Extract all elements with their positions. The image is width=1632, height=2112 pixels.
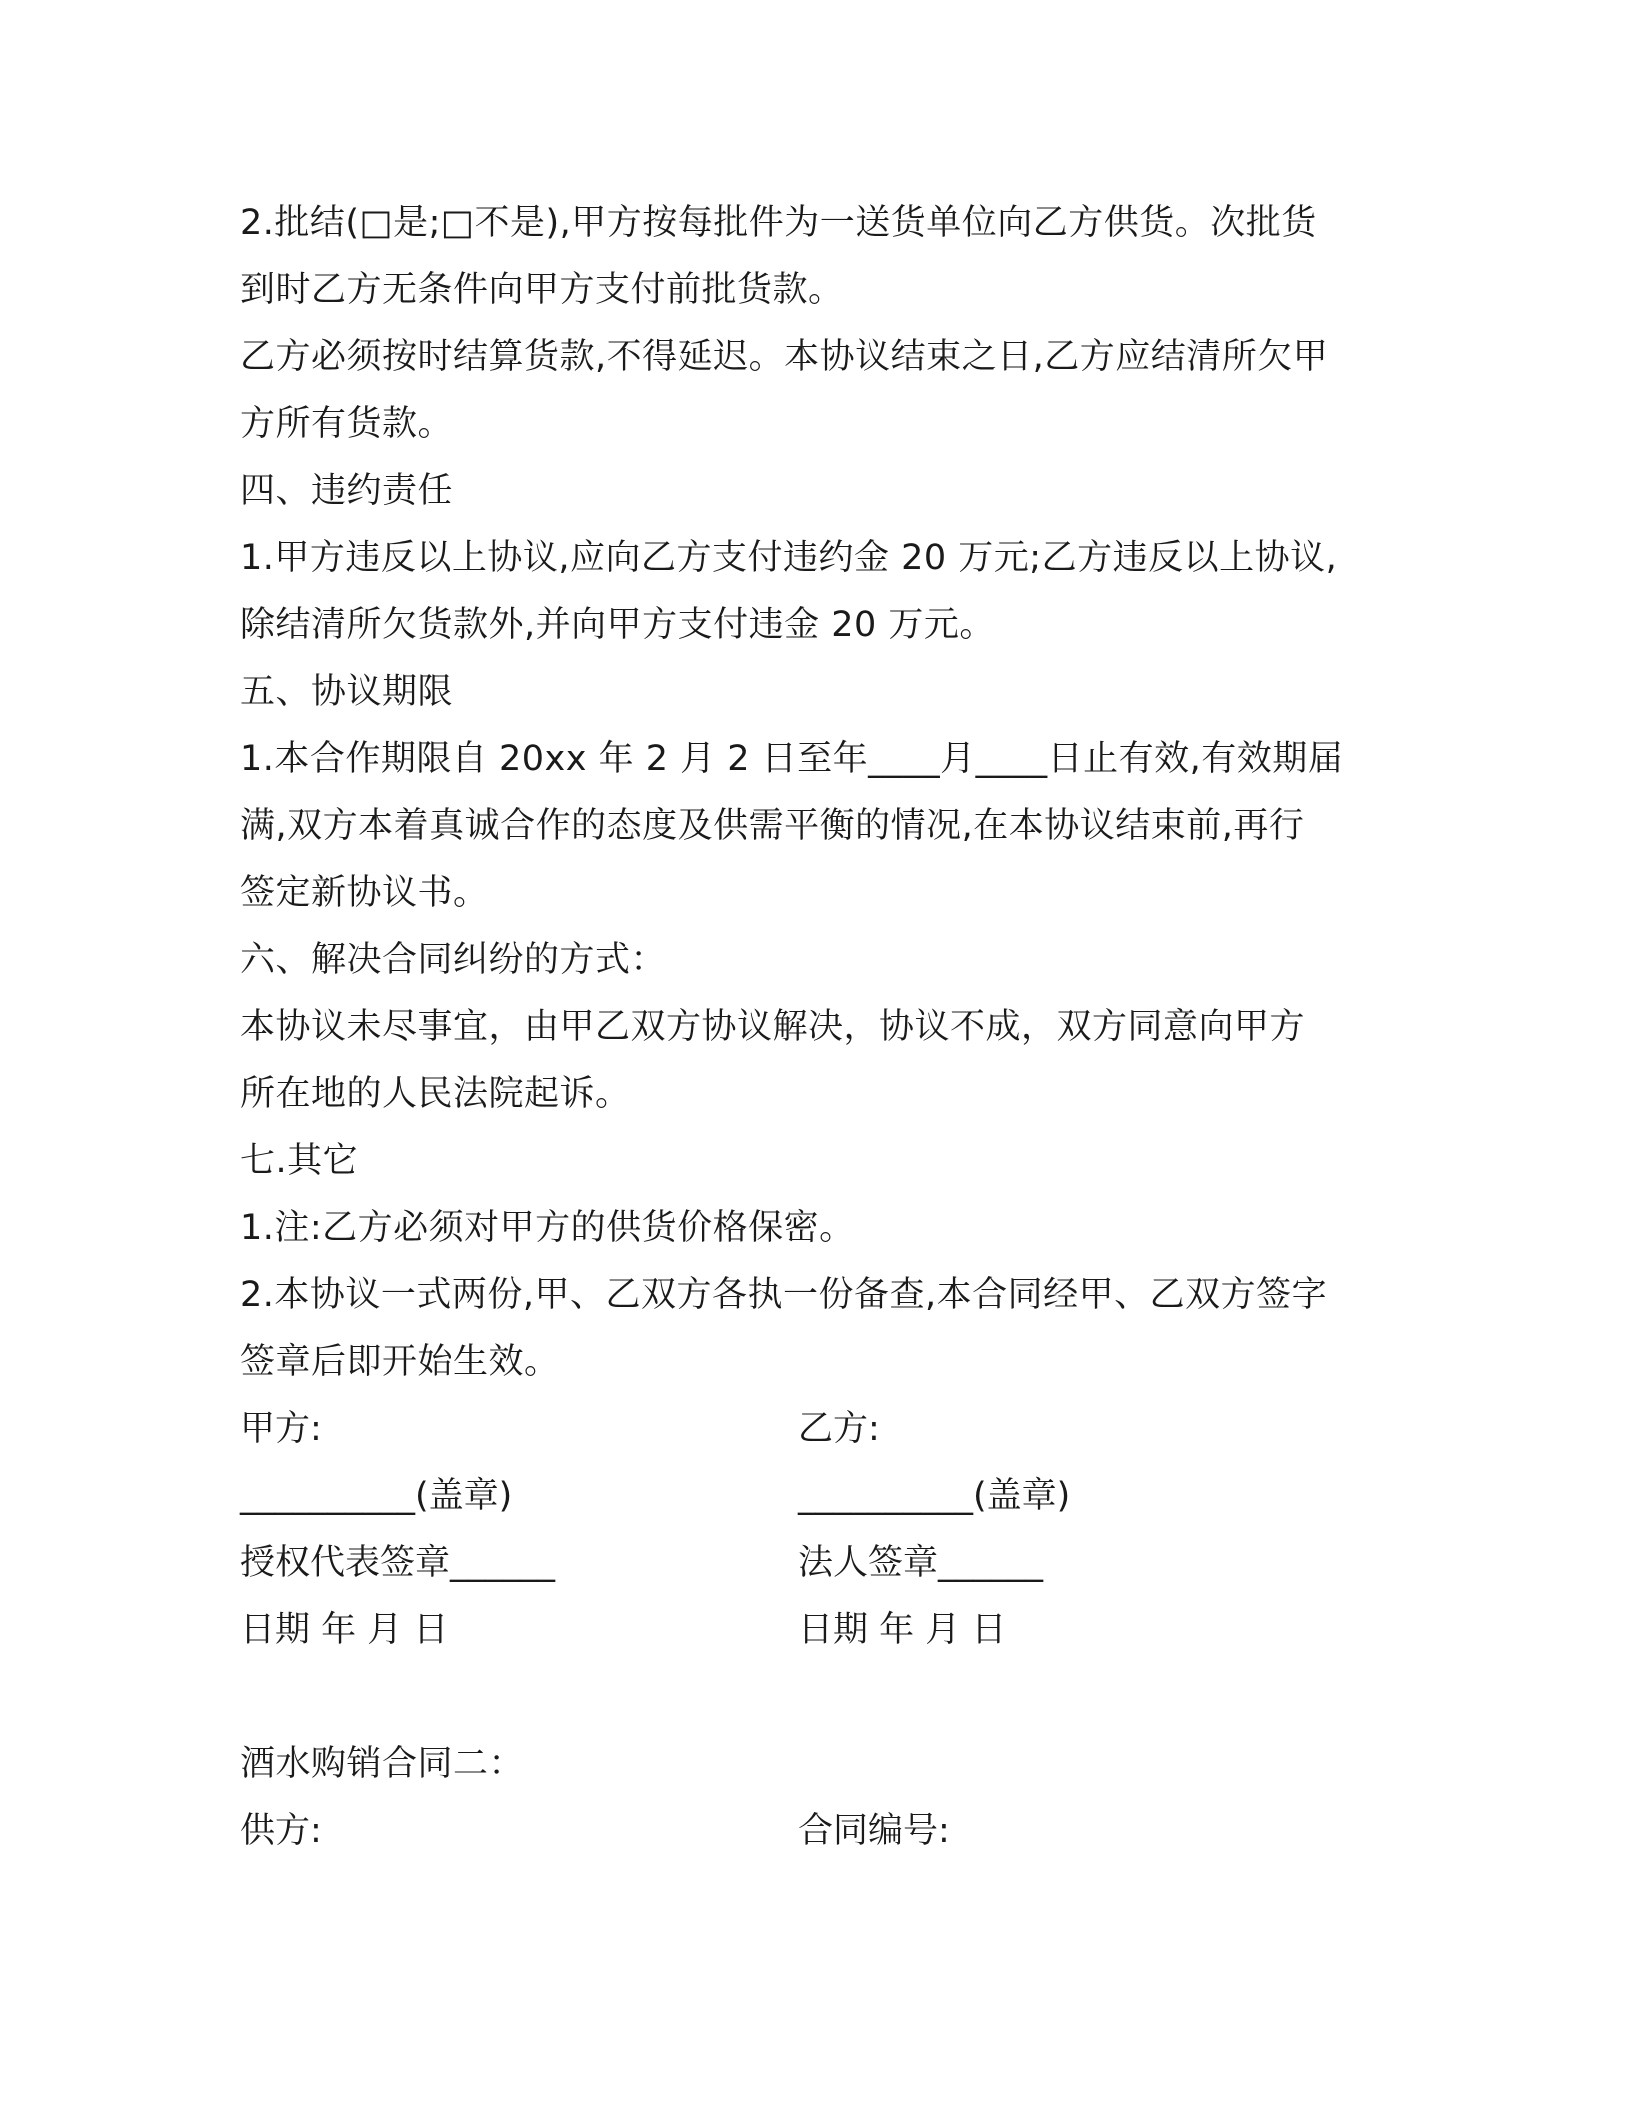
liability-line-2: 除结清所欠货款外,并向甲方支付违金 20 万元。: [240, 605, 995, 645]
signature-row-rep: [240, 1530, 1390, 1597]
clause-2-line-1: 2.批结(□是;□不是),甲方按每批件为一送货单位向乙方供货。次批货: [240, 203, 1317, 243]
party-a-seal: __________(盖章): [240, 1476, 513, 1516]
term-line-3: 签定新协议书。: [240, 873, 489, 913]
disputes-line-2: 所在地的人民法院起诉。: [240, 1074, 631, 1114]
section-heading-liability: 四、违约责任: [240, 471, 454, 511]
contract-number-label: 合同编号:: [798, 1811, 950, 1851]
party-a-label: 甲方:: [240, 1409, 322, 1449]
second-contract-header-row: [240, 1798, 1390, 1865]
term-line-2: 满,双方本着真诚合作的态度及供需平衡的情况,在本协议结束前,再行: [240, 806, 1305, 846]
party-a-rep: 授权代表签章______: [240, 1543, 556, 1583]
term-line-1: 1.本合作期限自 20xx 年 2 月 2 日至年____月____日止有效,有效期届: [240, 739, 1344, 779]
party-b-seal: __________(盖章): [798, 1476, 1071, 1516]
supplier-label: 供方:: [240, 1811, 322, 1851]
document-body: [240, 190, 1390, 1865]
payment-line-1: 乙方必须按时结算货款,不得延迟。本协议结束之日,乙方应结清所欠甲: [240, 337, 1329, 377]
liability-line-1: 1.甲方违反以上协议,应向乙方支付违约金 20 万元;乙方违反以上协议,: [240, 538, 1338, 578]
signature-row-date: [240, 1597, 1390, 1664]
section-spacer: [240, 1664, 1390, 1731]
disputes-line-1: 本协议未尽事宜，由甲乙双方协议解决，协议不成，双方同意向甲方: [240, 1007, 1306, 1047]
signature-row-seal: [240, 1463, 1390, 1530]
other-line-3: 签章后即开始生效。: [240, 1342, 560, 1382]
second-contract-title: 酒水购销合同二：: [240, 1744, 525, 1784]
other-line-2: 2.本协议一式两份,甲、乙双方各执一份备查,本合同经甲、乙双方签字: [240, 1275, 1328, 1315]
party-a-date: 日期 年 月 日: [240, 1610, 449, 1650]
section-heading-term: 五、协议期限: [240, 672, 454, 712]
payment-line-2: 方所有货款。: [240, 404, 454, 444]
party-b-rep: 法人签章______: [798, 1543, 1044, 1583]
signature-row-labels: [240, 1396, 1390, 1463]
party-b-label: 乙方:: [798, 1409, 880, 1449]
clause-2-line-2: 到时乙方无条件向甲方支付前批货款。: [240, 270, 844, 310]
party-b-date: 日期 年 月 日: [798, 1610, 1007, 1650]
section-heading-other: 七.其它: [240, 1141, 359, 1181]
section-heading-disputes: 六、解决合同纠纷的方式：: [240, 940, 667, 980]
other-line-1: 1.注:乙方必须对甲方的供货价格保密。: [240, 1208, 855, 1248]
